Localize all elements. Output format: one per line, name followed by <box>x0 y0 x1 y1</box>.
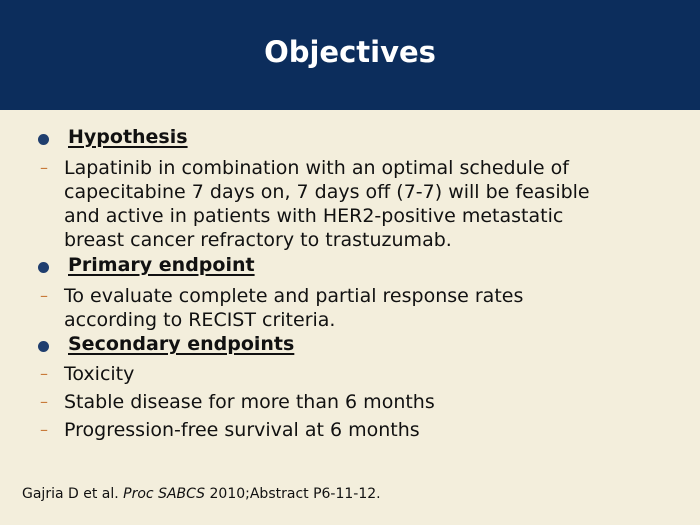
bullet-icon <box>38 262 49 273</box>
slide-title: Objectives <box>264 35 436 69</box>
sub-item-hypothesis <box>40 156 590 252</box>
sub-item-line: Progression-free survival at 6 months <box>64 419 420 441</box>
footnote-journal: Proc SABCS <box>123 486 206 502</box>
sub-item-line: Toxicity <box>64 363 135 385</box>
dash-icon: – <box>40 158 48 177</box>
sub-item-toxicity <box>40 362 135 386</box>
sub-item-line: To evaluate complete and partial response rates <box>64 285 524 307</box>
dash-icon: – <box>40 364 48 383</box>
dash-icon: – <box>40 286 48 305</box>
dash-icon: – <box>40 420 48 439</box>
bullet-icon <box>38 341 49 352</box>
dash-icon: – <box>40 392 48 411</box>
bullet-icon <box>38 134 49 145</box>
sub-item-line: Lapatinib in combination with an optimal schedule of <box>64 157 569 179</box>
footnote-details: 2010;Abstract P6-11-12. <box>205 486 381 502</box>
section-heading: Secondary endpoints <box>68 333 295 355</box>
sub-item-line: according to RECIST criteria. <box>64 309 336 331</box>
citation-footnote <box>22 486 381 502</box>
sub-item-line: capecitabine 7 days on, 7 days off (7-7) will be feasible <box>64 181 590 203</box>
footnote-authors: Gajria D et al. <box>22 486 124 502</box>
sub-item-pfs <box>40 418 420 442</box>
sub-item-line: breast cancer refractory to trastuzumab. <box>64 229 452 251</box>
sub-item-line: and active in patients with HER2-positive metastatic <box>64 205 564 227</box>
section-heading: Hypothesis <box>68 126 188 148</box>
section-heading: Primary endpoint <box>68 254 255 276</box>
sub-item-stable-disease <box>40 390 435 414</box>
sub-item-line: Stable disease for more than 6 months <box>64 391 435 413</box>
sub-item-primary-endpoint <box>40 284 524 332</box>
